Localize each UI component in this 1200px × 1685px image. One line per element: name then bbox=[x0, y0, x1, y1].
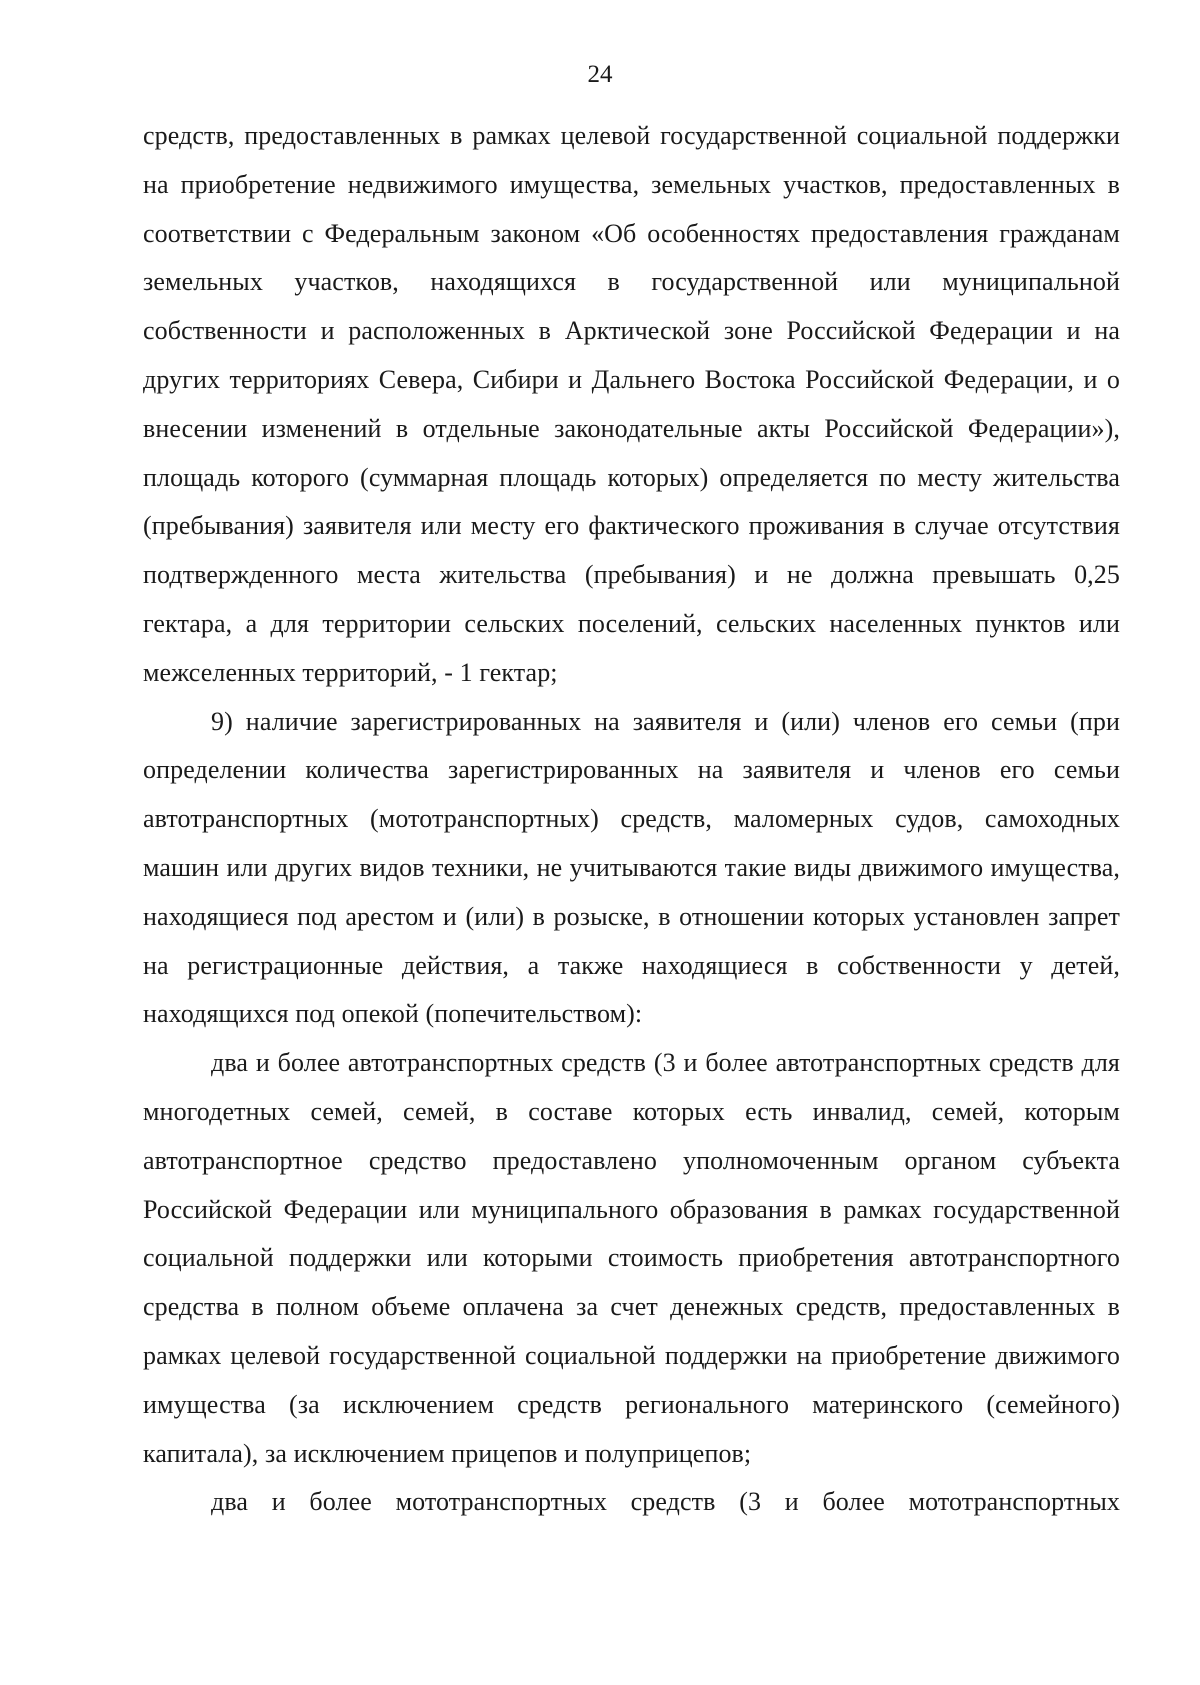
document-body bbox=[143, 112, 1120, 1527]
paragraph-item-9: 9) наличие зарегистрированных на заявителя и (или) членов его семьи (при определении количества зарегистрированных на заявителя и членов его семьи автотранспортных (мототранспортных) средств, маломерных судов, самоходных машин или других видов техники, не учитываются такие виды движимого имущества, находящиеся под арестом и (или) в розыске, в отношении которых установлен запрет на регистрационные действия, а также находящиеся в собственности у детей, находящихся под опекой (попечительством): bbox=[143, 706, 1120, 1029]
page-number: 24 bbox=[587, 61, 613, 88]
paragraph-motorcycles: два и более мототранспортных средств (3 и более мототранспортных bbox=[211, 1487, 1120, 1517]
paragraph-automobiles: два и более автотранспортных средств (3 и более автотранспортных средств для многодетных семей, семей, в составе которых есть инвалид, семей, которым автотранспортное средство предоставлено уполномоченным органом субъекта Российской Федерации или муниципального образования в рамках государственной социальной поддержки или которыми стоимость приобретения автотранспортного средства в полном объеме оплачена за счет денежных средств, предоставленных в рамках целевой государственной социальной поддержки на приобретение движимого имущества (за исключением средств регионального материнского (семейного) капитала), за исключением прицепов и полуприцепов; bbox=[143, 1048, 1120, 1468]
paragraph-continuation: средств, предоставленных в рамках целевой государственной социальной поддержки на приобретение недвижимого имущества, земельных участков, предоставленных в соответствии с Федеральным законом «Об особенностях предоставления гражданам земельных участков, находящихся в государственной или муниципальной собственности и расположенных в Арктической зоне Российской Федерации и на других территориях Севера, Сибири и Дальнего Востока Российской Федерации, и о внесении изменений в отдельные законодательные акты Российской Федерации»), площадь которого (суммарная площадь которых) определяется по месту жительства (пребывания) заявителя или месту его фактического проживания в случае отсутствия подтвержденного места жительства (пребывания) и не должна превышать 0,25 гектара, а для территории сельских поселений, сельских населенных пунктов или межселенных территорий, - 1 гектар; bbox=[143, 121, 1120, 687]
